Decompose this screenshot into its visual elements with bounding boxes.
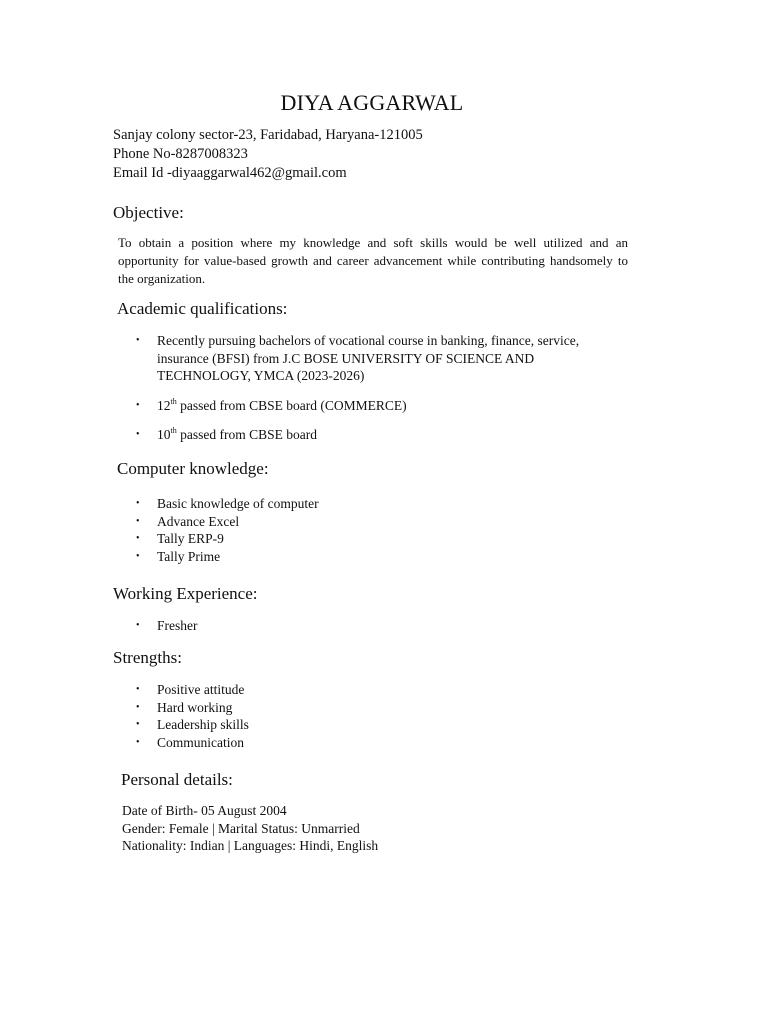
list-item [117,530,319,548]
academic-item-text: passed from CBSE board (COMMERCE) [176,397,407,413]
objective-heading: Objective: [113,203,184,222]
list-item [117,495,319,513]
list-item [117,332,597,385]
bullet-icon: • [136,551,140,563]
list-item [117,734,249,752]
bullet-icon: • [136,335,140,346]
strength-label: Leadership skills [157,717,249,733]
address-line: Sanjay colony sector-23, Faridabad, Haryana-121005 [113,127,423,143]
experience-label: Fresher [157,618,198,633]
list-item [117,397,597,415]
bullet-icon: • [136,533,140,545]
phone-line: Phone No-8287008323 [113,146,248,162]
email-line: Email Id -diyaaggarwal462@gmail.com [113,165,347,181]
academic-item-text: passed from CBSE board [176,427,317,442]
skill-label: Advance Excel [157,513,240,529]
ordinal-suffix: th [170,426,177,435]
contact-block [113,126,423,183]
list-item [117,716,249,734]
personal-details-block [122,802,378,855]
bullet-icon: • [136,701,140,713]
bullet-icon: • [136,719,140,731]
skill-label: Tally Prime [157,549,221,565]
list-item [117,548,319,566]
academic-item-text: Recently pursuing bachelors of vocational course in banking, finance, service, insurance (BFSI) from J.C BOSE UNIVERSITY OF SCIENCE AND TECHNOLOGY, YMCA (2023-2026) [157,333,580,383]
experience-list [117,617,198,635]
dob-line: Date of Birth- 05 August 2004 [122,803,287,818]
strengths-list [117,681,249,752]
objective-text: To obtain a position where my knowledge and soft skills would be well utilized and an opportunity for value-based growth and career advancement while contributing handsomely to the organization. [118,235,628,286]
list-item [117,513,319,531]
strength-label: Positive attitude [157,682,245,697]
skill-label: Tally ERP-9 [157,531,224,547]
bullet-icon: • [136,399,140,411]
bullet-icon: • [136,737,140,749]
grade-number: 10 [157,427,171,442]
nationality-line: Nationality: Indian | Languages: Hindi, English [122,838,379,853]
bullet-icon: • [136,620,140,631]
list-item [117,699,249,717]
ordinal-suffix: th [170,396,177,406]
strengths-heading: Strengths: [113,648,182,667]
strength-label: Hard working [157,699,233,715]
bullet-icon: • [136,498,140,509]
grade-number: 12 [157,397,171,413]
personal-heading: Personal details: [121,770,233,789]
academic-list [117,332,597,444]
list-item [117,426,597,444]
candidate-name: DIYA AGGARWAL [280,90,464,115]
gender-line: Gender: Female | Marital Status: Unmarried [122,820,360,836]
computer-list [117,495,319,566]
experience-heading: Working Experience: [113,584,258,603]
bullet-icon: • [136,429,140,440]
skill-label: Basic knowledge of computer [157,496,319,511]
list-item [117,681,249,699]
bullet-icon: • [136,515,140,527]
bullet-icon: • [136,684,140,695]
academic-heading: Academic qualifications: [117,299,288,318]
list-item [117,617,198,635]
strength-label: Communication [157,735,244,751]
computer-heading: Computer knowledge: [117,459,269,478]
